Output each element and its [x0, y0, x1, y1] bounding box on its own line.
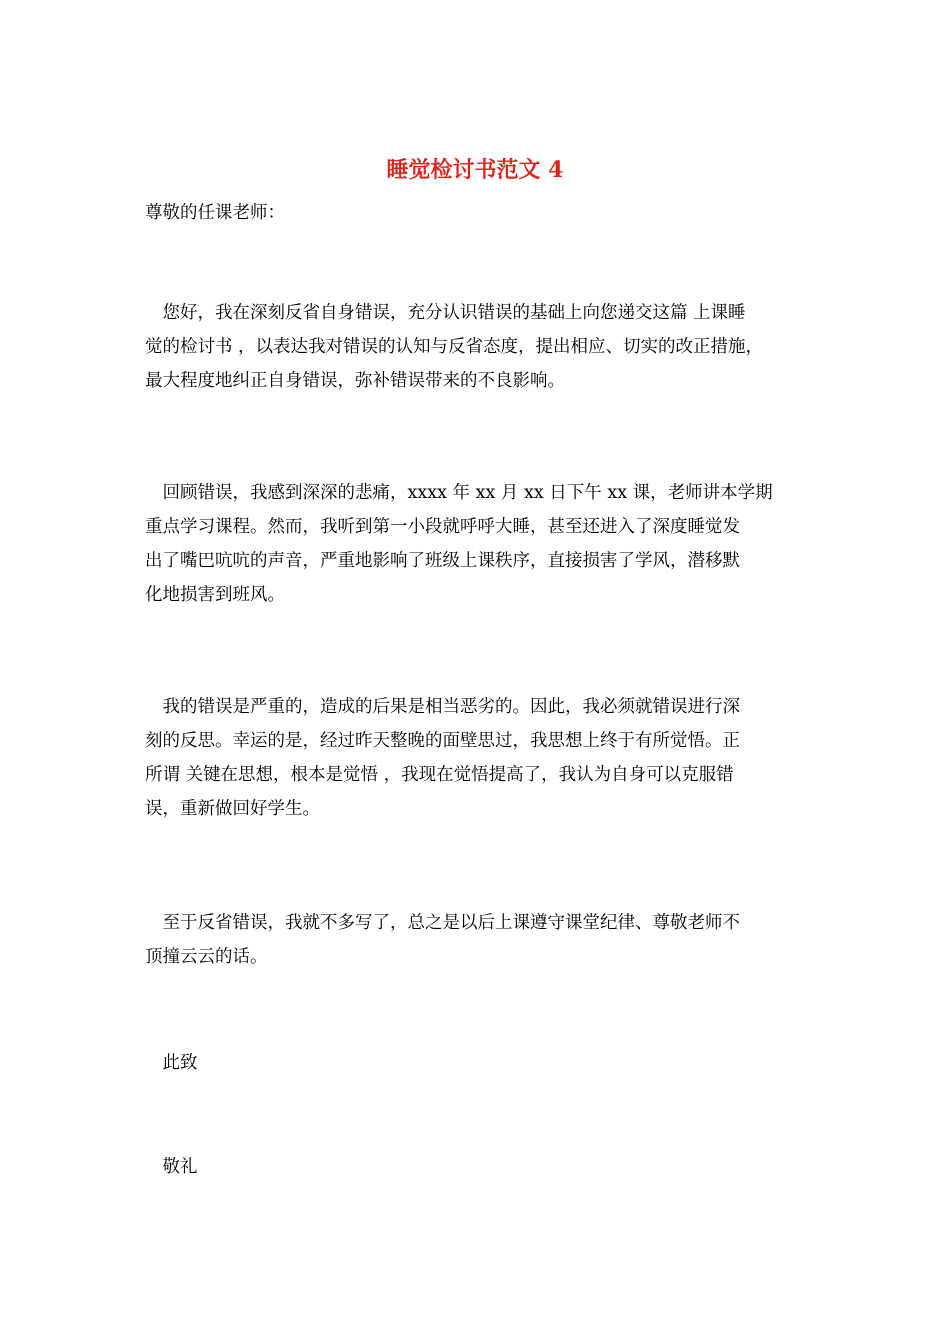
- paragraph-line: 回顾错误，我感到深深的悲痛，xxxx 年 xx 月 xx 日下午 xx 课，老师讲本学期: [145, 483, 773, 503]
- salutation: [145, 196, 815, 230]
- paragraph-line: 最大程度地纠正自身错误，弥补错误带来的不良影响。: [145, 371, 565, 391]
- paragraph-1: [145, 296, 815, 398]
- paragraph-line: 所谓 关键在思想，根本是觉悟 ，我现在觉悟提高了，我认为自身可以克服错: [145, 765, 734, 785]
- document-title: 睡觉检讨书范文 4: [386, 157, 564, 183]
- closing-regards: [145, 1046, 815, 1080]
- paragraph-line: 误，重新做回好学生。: [145, 799, 320, 819]
- paragraph-2: [145, 476, 815, 612]
- paragraph-line: 化地损害到班风。: [145, 585, 285, 605]
- paragraph-3: [145, 690, 815, 826]
- paragraph-line: 至于反省错误，我就不多写了，总之是以后上课遵守课堂纪律、尊敬老师不: [145, 913, 740, 933]
- closing-salute: [145, 1150, 815, 1184]
- paragraph-line: 您好，我在深刻反省自身错误，充分认识错误的基础上向您递交这篇 上课睡: [145, 303, 746, 323]
- paragraph-4: [145, 906, 815, 974]
- closing-text: 此致: [145, 1053, 198, 1073]
- salutation-text: 尊敬的任课老师：: [145, 203, 285, 223]
- paragraph-line: 顶撞云云的话。: [145, 947, 268, 967]
- paragraph-line: 觉的检讨书 ，以表达我对错误的认知与反省态度，提出相应、切实的改正措施，: [145, 337, 764, 357]
- paragraph-line: 出了嘴巴吭吭的声音，严重地影响了班级上课秩序，直接损害了学风，潜移默: [145, 551, 740, 571]
- paragraph-line: 重点学习课程。然而，我听到第一小段就呼呼大睡，甚至还进入了深度睡觉发: [145, 517, 740, 537]
- closing-text: 敬礼: [145, 1157, 198, 1177]
- paragraph-line: 我的错误是严重的，造成的后果是相当恶劣的。因此，我必须就错误进行深: [145, 697, 740, 717]
- paragraph-line: 刻的反思。幸运的是，经过昨天整晚的面壁思过，我思想上终于有所觉悟。正: [145, 731, 740, 751]
